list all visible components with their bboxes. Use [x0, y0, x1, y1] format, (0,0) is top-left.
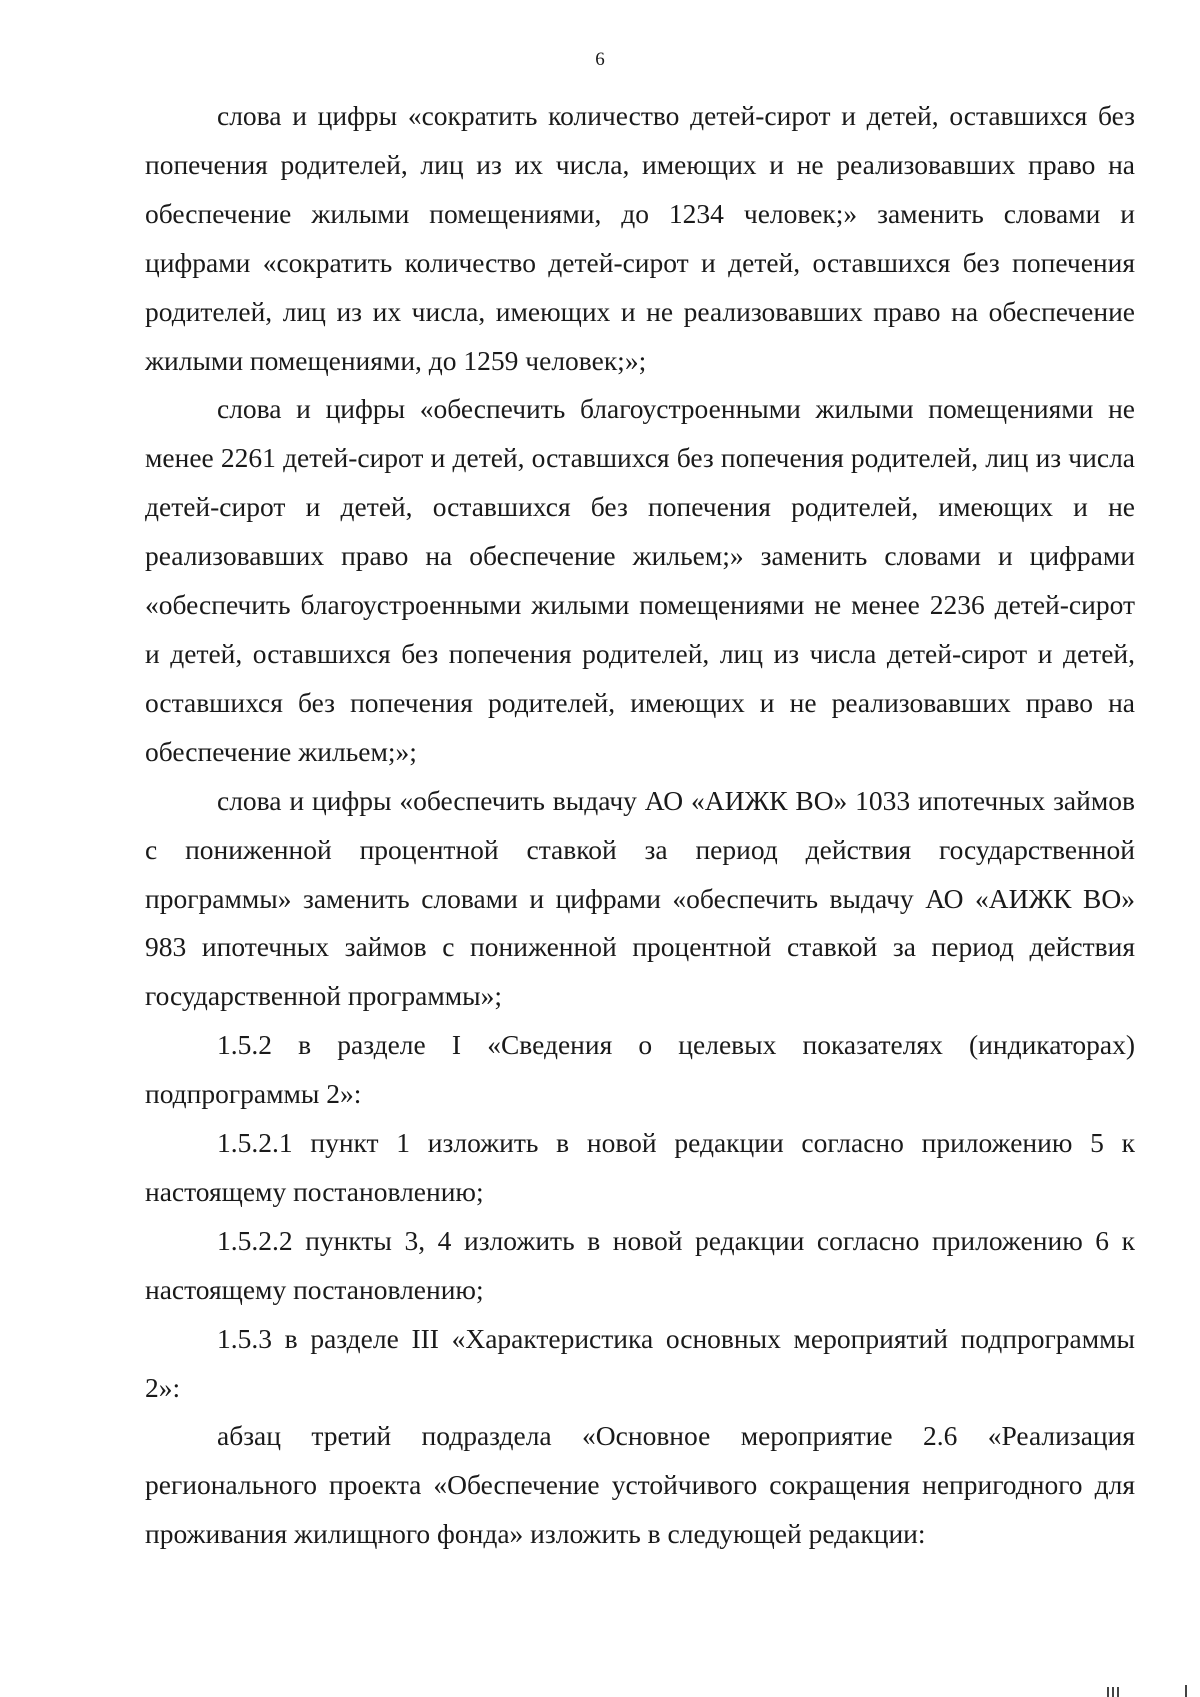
paragraph-third-abstract: абзац третий подраздела «Основное мероприятие 2.6 «Реализация регионального проекта «Обеспечение устойчивого сокращения непригодного для проживания жилищного фонда» изложить в следующей редакции: — [145, 1420, 1135, 1550]
scan-edge-mark — [1112, 1687, 1114, 1697]
paragraph-orphans-count-amendment: слова и цифры «сократить количество детей-сирот и детей, оставшихся без попечения родителей, лиц из их числа, имеющих и не реализовавших право на обеспечение жилыми помещениями, до 1234 человек;» заменить словами и цифрами «сократить количество детей-сирот и детей, оставшихся без попечения родителей, лиц из их числа, имеющих и не реализовавших право на обеспечение жилыми помещениями, до 1259 человек;»; — [145, 100, 1135, 376]
paragraph-section-1-5-2: 1.5.2 в разделе I «Сведения о целевых показателях (индикаторах) подпрограммы 2»: — [145, 1029, 1135, 1110]
scan-edge-mark — [1185, 1685, 1187, 1697]
paragraph-housing-provision-amendment: слова и цифры «обеспечить благоустроенными жилыми помещениями не менее 2261 детей-сирот и детей, оставшихся без попечения родителей, лиц из числа детей-сирот и детей, оставшихся без попечения родителей, имеющих и не реализовавших право на обеспечение жильем;» заменить словами и цифрами «обеспечить благоустроенными жилыми помещениями не менее 2236 детей-сирот и детей, оставшихся без попечения родителей, лиц из числа детей-сирот и детей, оставшихся без попечения родителей, имеющих и не реализовавших право на обеспечение жильем;»; — [145, 393, 1135, 767]
document-body — [145, 92, 1135, 1559]
paragraph-section-1-5-3: 1.5.3 в разделе III «Характеристика основных мероприятий подпрограммы 2»: — [145, 1322, 1135, 1403]
paragraph-mortgage-loans-amendment: слова и цифры «обеспечить выдачу АО «АИЖК ВО» 1033 ипотечных займов с пониженной процентной ставкой за период действия государственной программы» заменить словами и цифрами «обеспечить выдачу АО «АИЖК ВО» 983 ипотечных займов с пониженной процентной ставкой за период действия государственной программы»; — [145, 784, 1135, 1012]
paragraph-section-1-5-2-1: 1.5.2.1 пункт 1 изложить в новой редакции согласно приложению 5 к настоящему постановлению; — [145, 1127, 1135, 1207]
page-number: 6 — [595, 49, 605, 70]
scan-edge-mark — [1117, 1687, 1119, 1697]
scan-edge-mark — [1107, 1687, 1109, 1697]
paragraph-section-1-5-2-2: 1.5.2.2 пункты 3, 4 изложить в новой редакции согласно приложению 6 к настоящему постановлению; — [145, 1224, 1135, 1305]
